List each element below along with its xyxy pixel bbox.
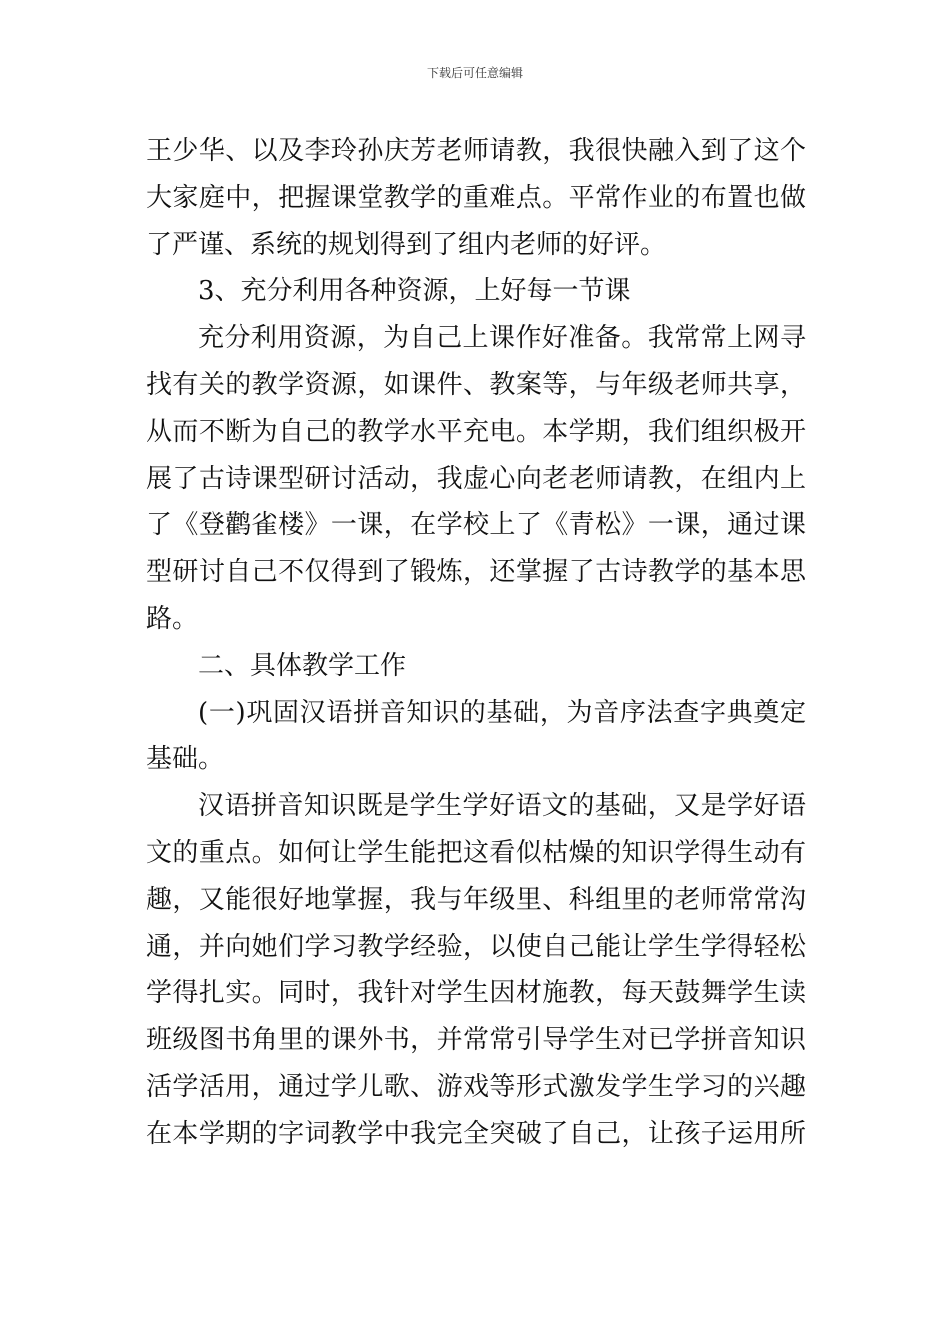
text-line: 了严谨、系统的规划得到了组内老师的好评。 xyxy=(146,229,667,260)
text-line: 通，并向她们学习教学经验，以使自己能让学生学得轻松 xyxy=(146,931,806,962)
subsection-heading: (一)巩固汉语拼音知识的基础，为音序法查字典奠定 xyxy=(198,697,806,728)
text-line: 路。 xyxy=(146,603,199,634)
text-line: 了《登鹳雀楼》一课，在学校上了《青松》一课，通过课 xyxy=(146,510,806,541)
text-line: 从而不断为自己的教学水平充电。本学期，我们组织极开 xyxy=(146,416,806,447)
page-header: 下载后可任意编辑 xyxy=(426,66,523,80)
text-line: 找有关的教学资源，如课件、教案等，与年级老师共享， xyxy=(146,369,806,400)
text-line: 文的重点。如何让学生能把这看似枯燥的知识学得生动有 xyxy=(146,837,806,868)
text-line: 基础。 xyxy=(146,744,225,775)
text-line: 汉语拼音知识既是学生学好语文的基础，又是学好语 xyxy=(198,791,806,822)
text-line: 活学活用，通过学儿歌、游戏等形式激发学生学习的兴趣 xyxy=(146,1071,806,1102)
text-line: 趣，又能很好地掌握，我与年级里、科组里的老师常常沟 xyxy=(146,884,806,915)
text-line: 班级图书角里的课外书，并常常引导学生对已学拼音知识 xyxy=(146,1025,806,1056)
text-line: 学得扎实。同时，我针对学生因材施教，每天鼓舞学生读 xyxy=(146,978,806,1009)
text-line: 在本学期的字词教学中我完全突破了自己，让孩子运用所 xyxy=(146,1118,806,1149)
document-body xyxy=(146,128,806,1158)
text-line: 充分利用资源，为自己上课作好准备。我常常上网寻 xyxy=(198,323,806,354)
text-line: 展了古诗课型研讨活动，我虚心向老老师请教，在组内上 xyxy=(146,463,806,494)
section-heading: 二、具体教学工作 xyxy=(198,650,407,681)
text-line: 王少华、以及李玲孙庆芳老师请教，我很快融入到了这个 xyxy=(146,136,806,166)
text-line: 型研讨自己不仅得到了锻炼，还掌握了古诗教学的基本思 xyxy=(146,557,806,588)
text-line: 大家庭中，把握课堂教学的重难点。平常作业的布置也做 xyxy=(146,182,806,213)
section-heading: 3、充分利用各种资源，上好每一节课 xyxy=(198,276,631,307)
